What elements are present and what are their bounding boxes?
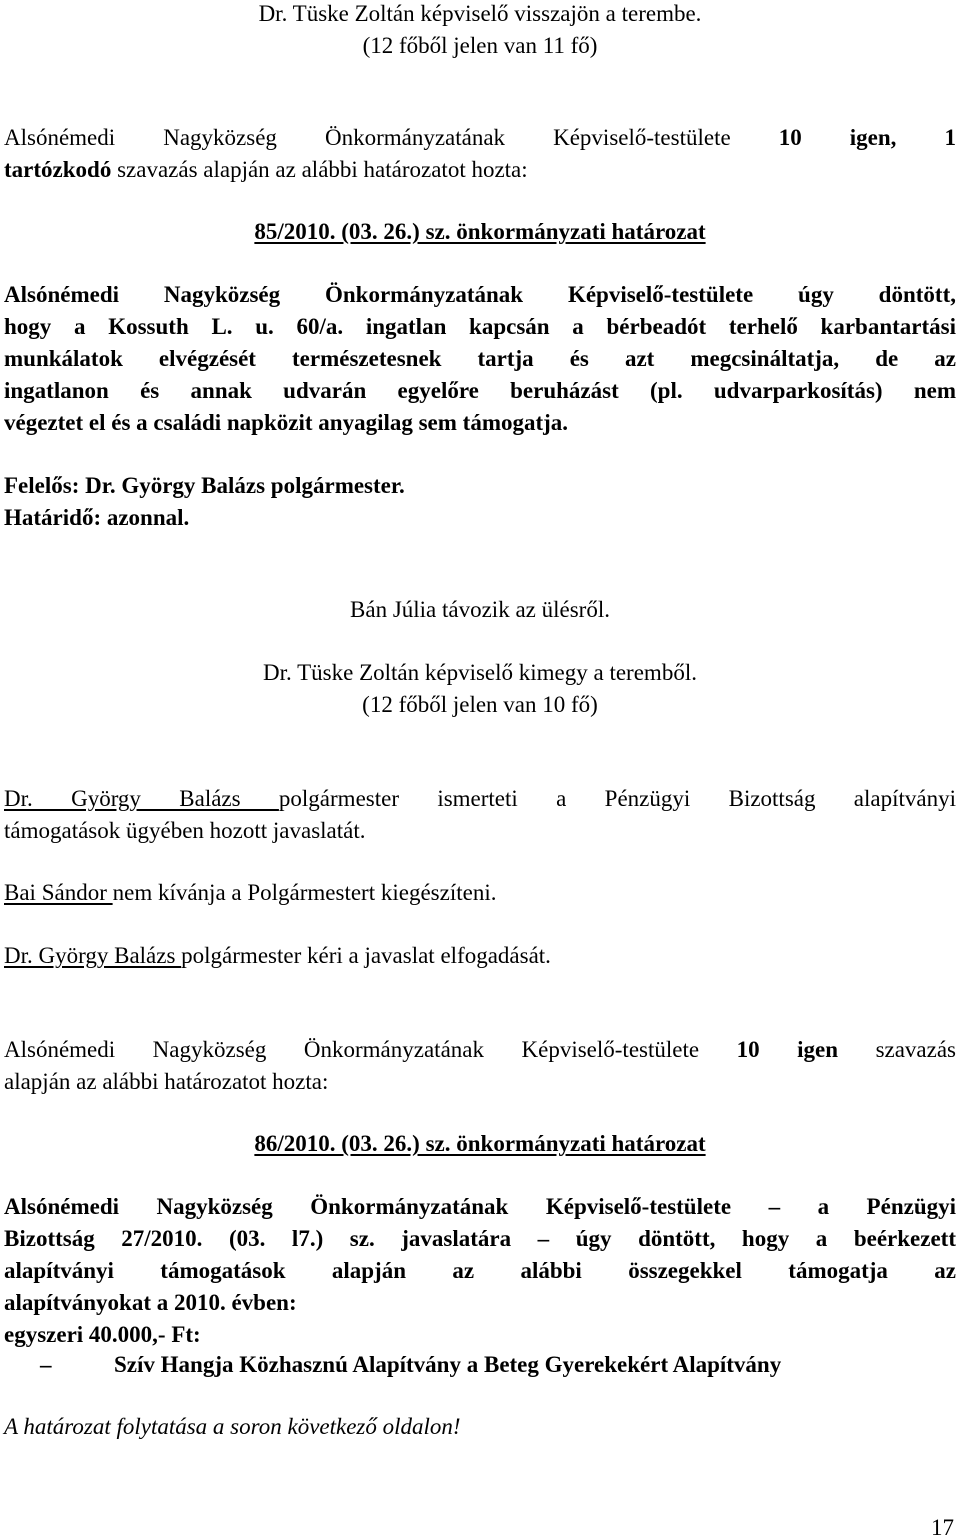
resolution-85-line-4: ingatlanon és annak udvarán egyelőre beruházást (pl. udvarparkosítás) nem — [4, 378, 956, 403]
discussion-1-line-2: támogatások ügyében hozott javaslatát. — [4, 818, 366, 843]
vote-1-line-1 — [4, 124, 956, 152]
resolution-86-title: 86/2010. (03. 26.) sz. önkormányzati határozat — [254, 1131, 706, 1156]
resolution-86-line-2: Bizottság 27/2010. (03. l7.) sz. javaslatára – úgy döntött, hogy a beérkezett — [4, 1226, 956, 1251]
vote-1-body: Alsónémedi Nagyközség Önkormányzatának Képviselő-testülete — [4, 125, 731, 150]
attendance-line-2: (12 főből jelen van 10 fő) — [362, 692, 598, 717]
member-returns-line: Dr. Tüske Zoltán képviselő visszajön a terembe. — [258, 1, 702, 26]
grant-recipient: Szív Hangja Közhasznú Alapítvány a Beteg Gyerekekért Alapítvány — [114, 1352, 782, 1377]
resolution-86-line-3: alapítványi támogatások alapján az alábbi összegekkel támogatja az — [4, 1258, 956, 1283]
resolution-86-line-1: Alsónémedi Nagyközség Önkormányzatának Képviselő-testülete – a Pénzügyi — [4, 1194, 956, 1219]
discussion-3: Dr. György Balázs polgármester kéri a javaslat elfogadását. — [4, 943, 551, 968]
continuation-note: A határozat folytatása a soron következő oldalon! — [4, 1414, 461, 1439]
attendance-line-1: (12 főből jelen van 11 fő) — [362, 33, 598, 58]
vote-2-count: 10 igen — [736, 1037, 839, 1062]
member-exits-line: Dr. Tüske Zoltán képviselő kimegy a teremből. — [263, 660, 697, 685]
vote-1-rest: szavazás alapján az alábbi határozatot hozta: — [117, 157, 528, 182]
page-number: 17 — [931, 1515, 954, 1540]
speaker-name: Dr. György Balázs — [4, 943, 182, 968]
vote-1-count: 10 igen, 1 — [778, 125, 956, 150]
member-leaves-line: Bán Júlia távozik az ülésről. — [350, 597, 610, 622]
vote-2-line-2: alapján az alábbi határozatot hozta: — [4, 1069, 329, 1094]
grant-recipient-item — [40, 1351, 956, 1379]
vote-1-line-2 — [4, 156, 956, 184]
resolution-85-line-5: végeztet el és a családi napközit anyagilag sem támogatja. — [4, 410, 569, 435]
resolution-85-title: 85/2010. (03. 26.) sz. önkormányzati határozat — [254, 219, 706, 244]
discussion-2: Bai Sándor nem kívánja a Polgármestert kiegészíteni. — [4, 880, 497, 905]
speaker-name: Dr. György Balázs — [4, 786, 279, 811]
deadline: Határidő: azonnal. — [4, 505, 190, 530]
grant-amount: egyszeri 40.000,- Ft: — [4, 1322, 201, 1347]
responsible-person: Felelős: Dr. György Balázs polgármester. — [4, 473, 405, 498]
list-dash: – — [40, 1352, 52, 1377]
resolution-85-line-1: Alsónémedi Nagyközség Önkormányzatának Képviselő-testülete úgy döntött, — [4, 282, 956, 307]
resolution-86-line-4: alapítványokat a 2010. évben: — [4, 1290, 297, 1315]
resolution-85-line-2: hogy a Kossuth L. u. 60/a. ingatlan kapcsán a bérbeadót terhelő karbantartási — [4, 314, 956, 339]
resolution-85-line-3: munkálatok elvégzését természetesnek tartja és azt megcsináltatja, de az — [4, 346, 956, 371]
vote-2-line-1: Alsónémedi Nagyközség Önkormányzatának Képviselő-testülete 10 igen szavazás — [4, 1037, 957, 1062]
speaker-name: Bai Sándor — [4, 880, 113, 905]
discussion-1-line-1: Dr. György Balázs polgármester ismerteti a Pénzügyi Bizottság alapítványi — [4, 786, 956, 811]
vote-1-abstain: tartózkodó — [4, 157, 112, 182]
